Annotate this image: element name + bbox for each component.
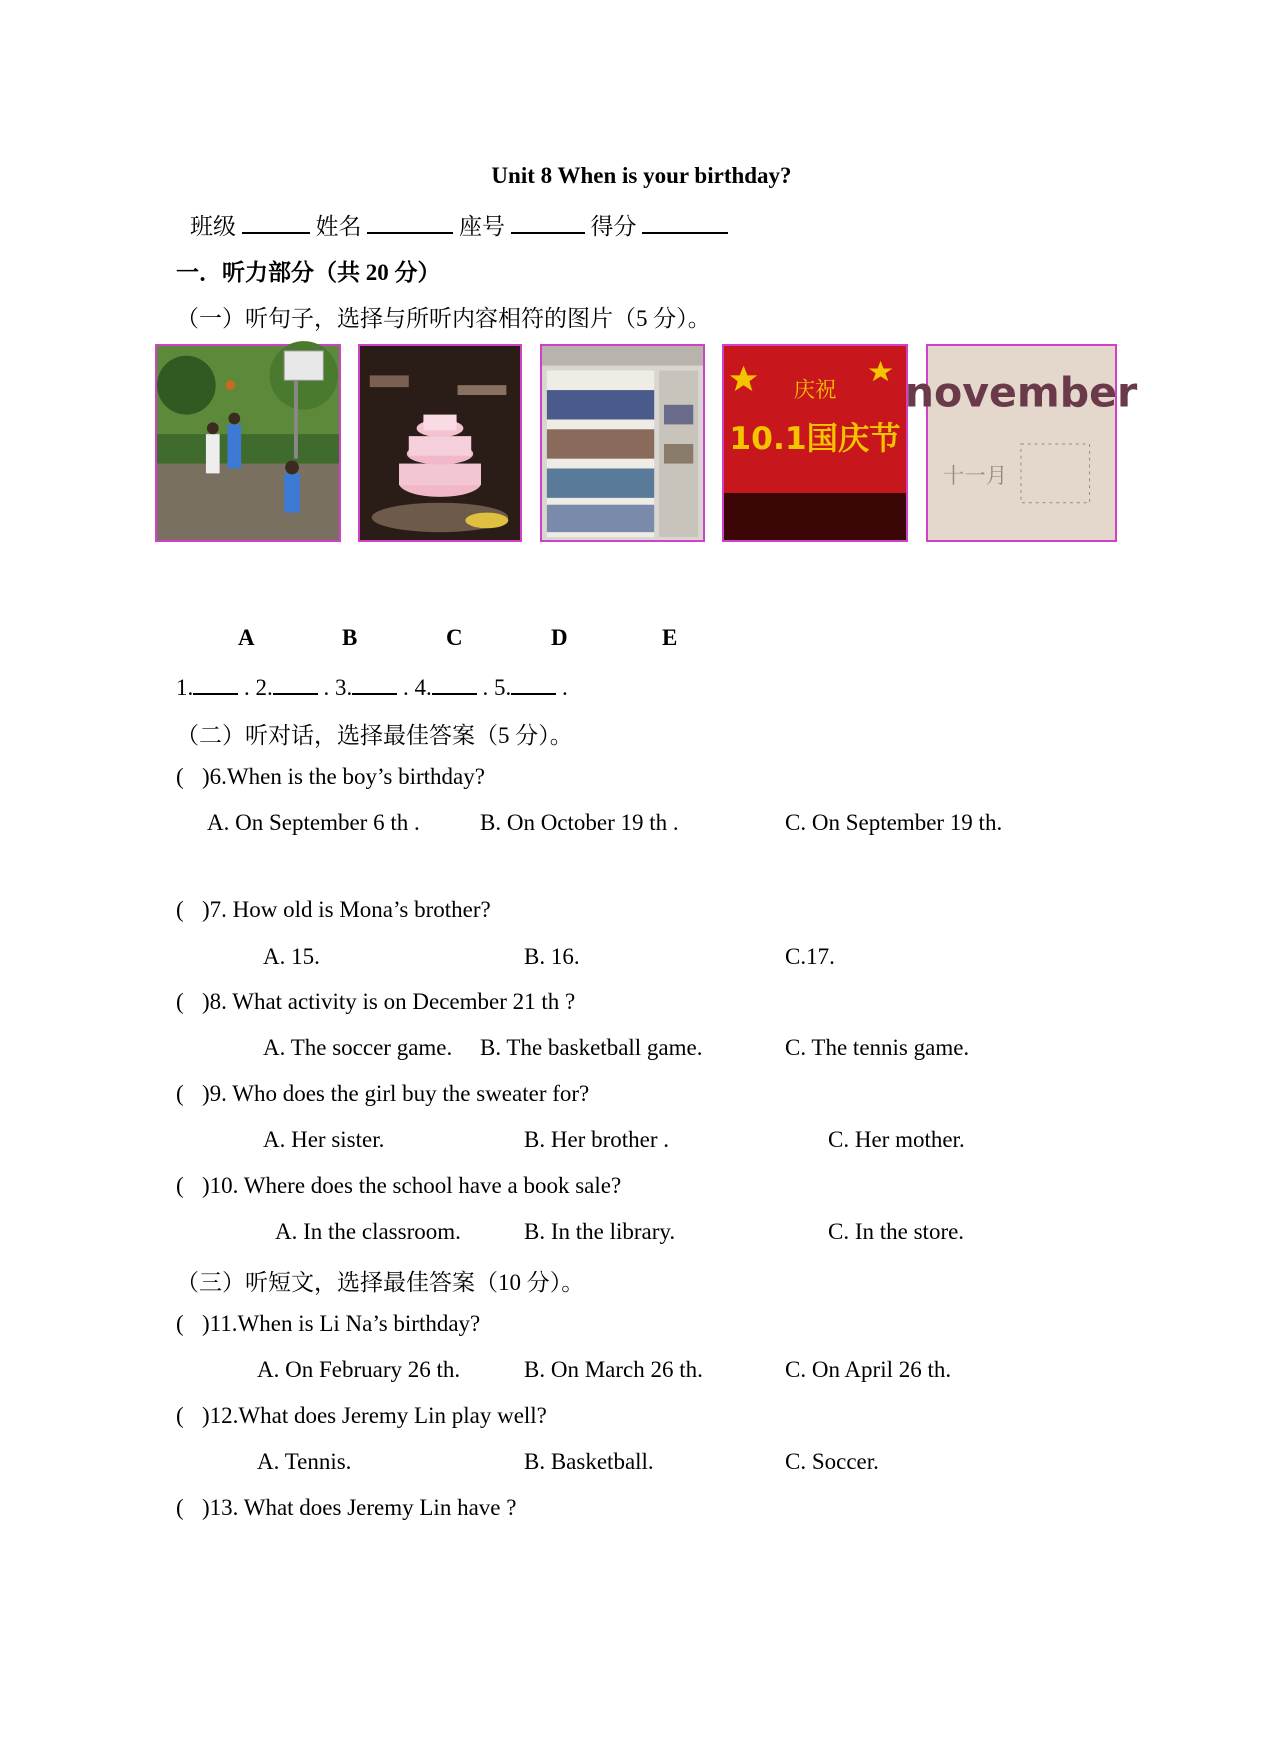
answer-label-4: . 4. (403, 675, 432, 700)
question-text: )7. How old is Mona’s brother? (202, 897, 491, 922)
option-10b: B. In the library. (524, 1219, 676, 1244)
seat-label: 座号 (459, 214, 505, 239)
november-calendar-photo-icon (904, 346, 1138, 540)
answer-label-end: . (562, 675, 568, 700)
option-8b: B. The basketball game. (480, 1035, 703, 1060)
answer-paren[interactable]: ( (176, 1311, 184, 1336)
birthday-cake-photo-icon (360, 346, 520, 540)
image-letter-d: D (551, 625, 568, 650)
answer-blank-5[interactable] (511, 671, 556, 695)
answer-paren[interactable]: ( (176, 1081, 184, 1106)
score-blank[interactable] (642, 210, 728, 234)
image-letter-a: A (238, 625, 255, 650)
national-day-poster-icon (724, 346, 906, 540)
image-d-national-day (722, 344, 908, 542)
student-info-line (190, 208, 728, 241)
answer-paren[interactable]: ( (176, 989, 184, 1014)
question-text: )13. What does Jeremy Lin have ? (202, 1495, 517, 1520)
question-text: )8. What activity is on December 21 th ? (202, 989, 576, 1014)
answer-paren[interactable]: ( (176, 764, 184, 789)
question-12 (176, 1403, 547, 1429)
seat-blank[interactable] (511, 210, 585, 234)
answer-blank-3[interactable] (352, 671, 397, 695)
answer-paren[interactable]: ( (176, 1495, 184, 1520)
november-text: november (904, 368, 1138, 417)
part3-instruction: （三）听短文，选择最佳答案（10 分）。 (176, 1270, 585, 1295)
image-b-cake (358, 344, 522, 542)
option-10a: A. In the classroom. (275, 1219, 461, 1244)
answer-label-5: . 5. (482, 675, 512, 700)
part2-instruction: （二）听对话，选择最佳答案（5 分）。 (176, 723, 573, 748)
question-text: )9. Who does the girl buy the sweater for? (202, 1081, 590, 1106)
answer-label-1: 1. (176, 675, 194, 700)
option-6a: A. On September 6 th . (207, 810, 420, 835)
question-text: )11.When is Li Na’s birthday? (202, 1311, 481, 1336)
class-blank[interactable] (242, 210, 310, 234)
option-7c: C.17. (785, 944, 835, 969)
class-label: 班级 (190, 214, 236, 239)
poster-main-text: 10.1国庆节 (729, 420, 901, 457)
option-8c: C. The tennis game. (785, 1035, 970, 1060)
option-12a: A. Tennis. (257, 1449, 352, 1474)
image-c-bookshelf (540, 344, 705, 542)
option-9a: A. Her sister. (263, 1127, 385, 1152)
option-7b: B. 16. (524, 944, 580, 969)
answer-line (176, 671, 568, 701)
question-13 (176, 1495, 516, 1521)
question-6 (176, 764, 485, 790)
option-11c: C. On April 26 th. (785, 1357, 952, 1382)
option-9c: C. Her mother. (828, 1127, 965, 1152)
question-text: )6.When is the boy’s birthday? (202, 764, 485, 789)
poster-badge-text: 庆祝 (793, 377, 837, 403)
question-10 (176, 1173, 621, 1199)
image-letter-b: B (342, 625, 358, 650)
november-chinese-text: 十一月 (942, 464, 1008, 490)
score-label: 得分 (590, 214, 637, 239)
answer-blank-2[interactable] (273, 671, 318, 695)
option-12c: C. Soccer. (785, 1449, 879, 1474)
question-text: )12.What does Jeremy Lin play well? (202, 1403, 547, 1428)
option-11a: A. On February 26 th. (257, 1357, 461, 1382)
image-a-basketball (155, 344, 341, 542)
answer-blank-4[interactable] (432, 671, 477, 695)
question-7 (176, 897, 491, 923)
image-e-november (904, 344, 1138, 542)
basketball-photo-icon (157, 346, 339, 540)
option-8a: A. The soccer game. (263, 1035, 453, 1060)
option-6c: C. On September 19 th. (785, 810, 1003, 835)
answer-blank-1[interactable] (193, 671, 238, 695)
answer-label-2: . 2. (244, 675, 273, 700)
answer-paren[interactable]: ( (176, 897, 184, 922)
image-letter-e: E (662, 625, 678, 650)
option-6b: B. On October 19 th . (480, 810, 679, 835)
page-title: Unit 8 When is your birthday? (491, 163, 792, 188)
question-9 (176, 1081, 589, 1107)
option-12b: B. Basketball. (524, 1449, 654, 1474)
section-heading: 一．听力部分（共 20 分） (176, 260, 441, 285)
option-11b: B. On March 26 th. (524, 1357, 703, 1382)
option-7a: A. 15. (263, 944, 320, 969)
answer-paren[interactable]: ( (176, 1173, 184, 1198)
part1-instruction: （一）听句子，选择与所听内容相符的图片（5 分）。 (176, 306, 711, 331)
question-8 (176, 989, 575, 1015)
name-blank[interactable] (367, 210, 453, 234)
question-text: )10. Where does the school have a book sale? (202, 1173, 622, 1198)
option-9b: B. Her brother . (524, 1127, 669, 1152)
bookshelf-photo-icon (542, 346, 703, 540)
image-letter-c: C (446, 625, 463, 650)
name-label: 姓名 (315, 214, 362, 239)
answer-paren[interactable]: ( (176, 1403, 184, 1428)
option-10c: C. In the store. (828, 1219, 965, 1244)
answer-label-3: . 3. (323, 675, 353, 700)
question-11 (176, 1311, 480, 1337)
